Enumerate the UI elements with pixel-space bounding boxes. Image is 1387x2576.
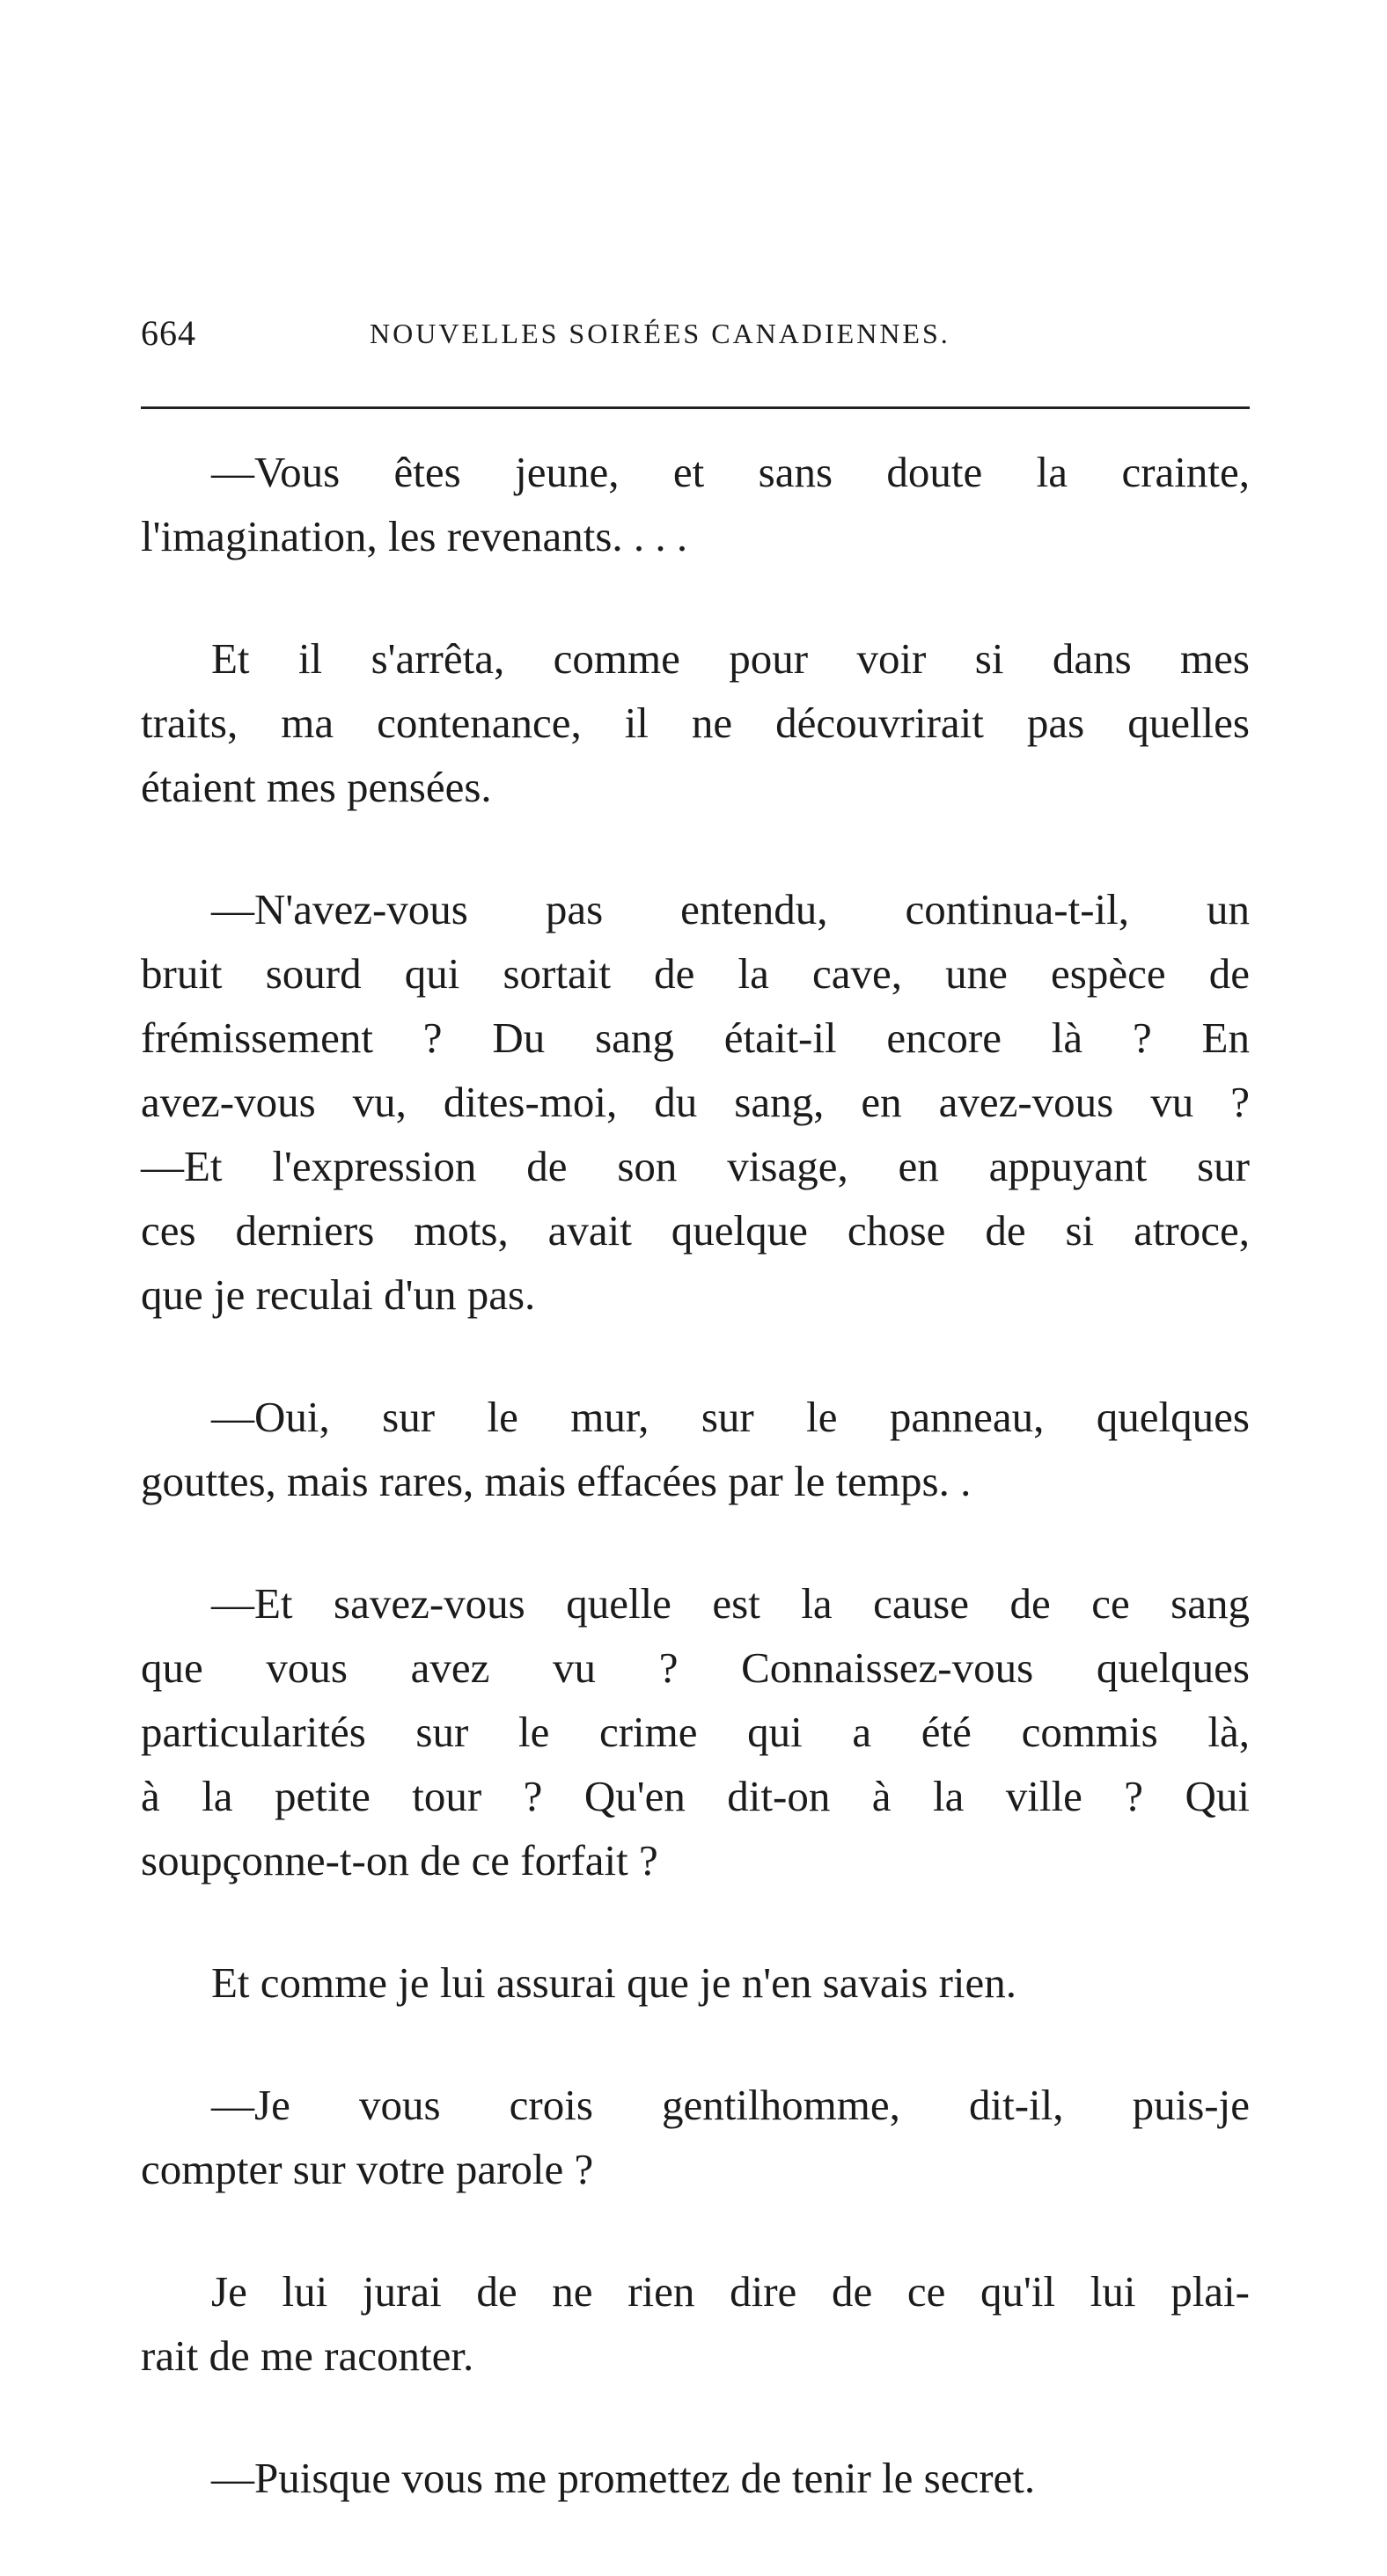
page-header bbox=[141, 312, 1250, 365]
text-line: —Puisque vous me promettez de tenir le secret. bbox=[211, 2454, 1036, 2502]
paragraph bbox=[141, 626, 1250, 819]
text-line: —N'avez-vous pas entendu, continua-t-il, un bbox=[211, 885, 1250, 933]
paragraph bbox=[141, 877, 1250, 1327]
text-line: que je reculai d'un pas. bbox=[141, 1270, 536, 1319]
header-rule bbox=[141, 406, 1250, 409]
paragraph bbox=[141, 2073, 1250, 2201]
paragraph bbox=[141, 2259, 1250, 2388]
text-line: étaient mes pensées. bbox=[141, 763, 492, 811]
text-line: Je lui jurai de ne rien dire de ce qu'il lui plai- bbox=[211, 2267, 1250, 2316]
text-line: l'imagination, les revenants. . . . bbox=[141, 512, 688, 560]
page-number: 664 bbox=[141, 313, 196, 353]
text-line: —Vous êtes jeune, et sans doute la crainte, bbox=[211, 448, 1250, 496]
text-line: compter sur votre parole ? bbox=[141, 2145, 594, 2193]
text-line: —Oui, sur le mur, sur le panneau, quelques bbox=[211, 1393, 1250, 1441]
text-line: soupçonne-t-on de ce forfait ? bbox=[141, 1836, 658, 1884]
text-line: Et comme je lui assurai que je n'en savais rien. bbox=[211, 1958, 1017, 2007]
text-line: ces derniers mots, avait quelque chose de si atroce, bbox=[141, 1206, 1250, 1255]
text-line: que vous avez vu ? Connaissez-vous quelques bbox=[141, 1643, 1250, 1692]
text-line: Et il s'arrêta, comme pour voir si dans mes bbox=[211, 634, 1250, 683]
text-line: gouttes, mais rares, mais effacées par le temps. . bbox=[141, 1457, 972, 1505]
running-head: NOUVELLES SOIRÉES CANADIENNES. bbox=[370, 318, 950, 349]
text-line: —Je vous crois gentilhomme, dit-il, puis-je bbox=[211, 2081, 1250, 2129]
body-text bbox=[141, 440, 1250, 2568]
text-line: frémissement ? Du sang était-il encore là ? En bbox=[141, 1014, 1250, 1062]
text-line: avez-vous vu, dites-moi, du sang, en avez-vous vu ? bbox=[141, 1078, 1250, 1126]
text-line: particularités sur le crime qui a été commis là, bbox=[141, 1708, 1250, 1756]
text-line: rait de me raconter. bbox=[141, 2331, 474, 2380]
text-line: bruit sourd qui sortait de la cave, une espèce de bbox=[141, 949, 1250, 998]
text-line: traits, ma contenance, il ne découvrirait pas quelles bbox=[141, 699, 1250, 747]
text-line: —Et savez-vous quelle est la cause de ce sang bbox=[211, 1579, 1250, 1628]
paragraph bbox=[141, 440, 1250, 568]
text-line: à la petite tour ? Qu'en dit-on à la ville ? Qui bbox=[141, 1772, 1250, 1820]
paragraph bbox=[141, 1385, 1250, 1513]
paragraph bbox=[141, 1950, 1250, 2015]
text-line: —Et l'expression de son visage, en appuyant sur bbox=[141, 1142, 1250, 1190]
paragraph bbox=[141, 2446, 1250, 2510]
paragraph bbox=[141, 1571, 1250, 1892]
